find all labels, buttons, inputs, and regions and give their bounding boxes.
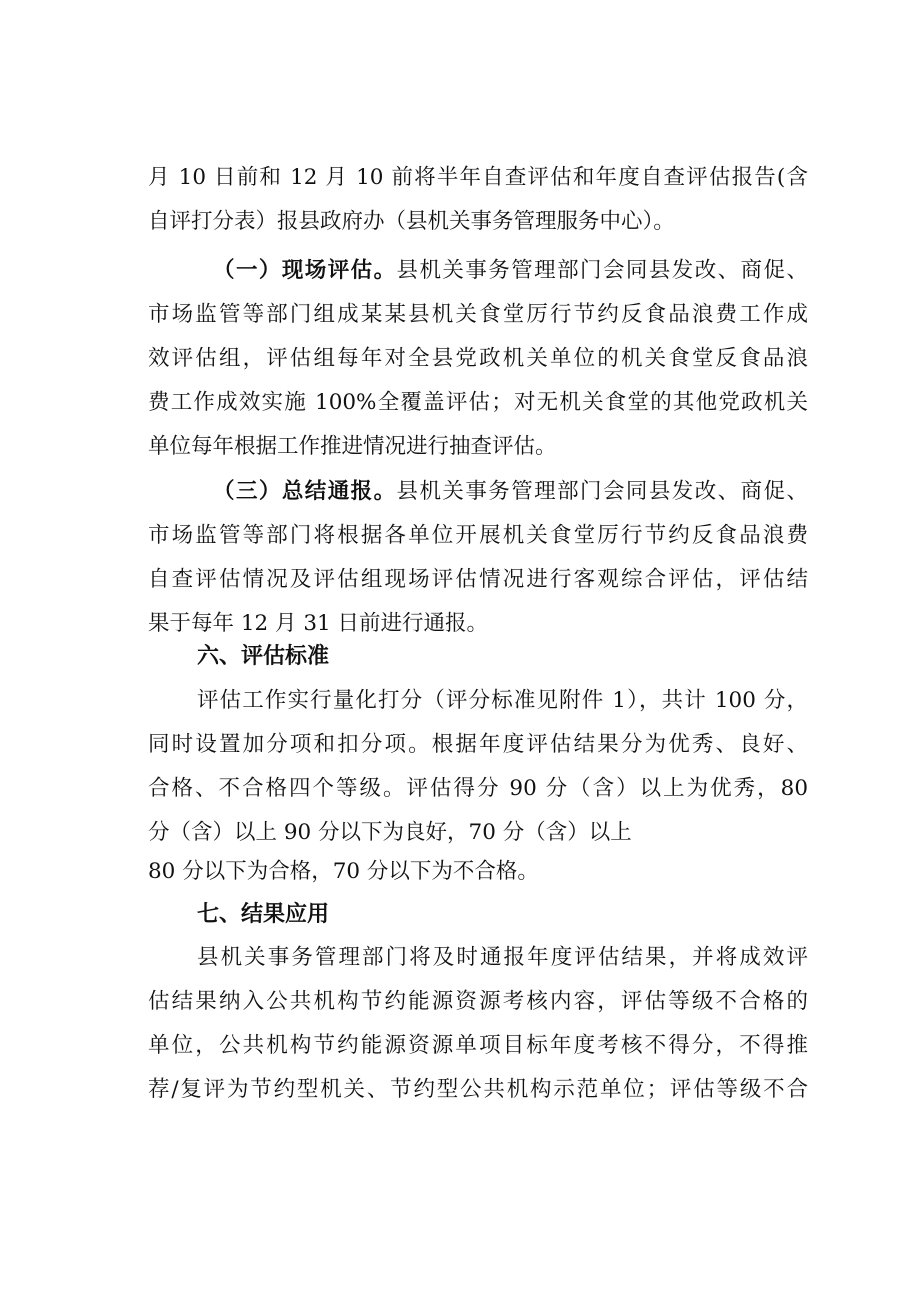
paragraph-line: 荐/复评为节约型机关、节约型公共机构示范单位；评估等级不合 — [148, 1077, 808, 1102]
paragraph-line: 自评打分表）报县政府办（县机关事务管理服务中心）。 — [148, 209, 675, 234]
paragraph-line: 市场监管等部门组成某某县机关食堂厉行节约反食品浪费工作成 — [148, 302, 808, 327]
section-lead: （三）总结通报。 — [213, 479, 397, 504]
paragraph-line: 效评估组，评估组每年对全县党政机关单位的机关食堂反食品浪 — [148, 346, 808, 371]
paragraph-line: 合格、不合格四个等级。评估得分 90 分（含）以上为优秀，80 — [148, 776, 808, 801]
paragraph-line: 评估工作实行量化打分（评分标准见附件 1），共计 100 分， — [197, 688, 808, 713]
section-lead: （一）现场评估。 — [213, 258, 397, 283]
paragraph-line: 80 分以下为合格，70 分以下为不合格。 — [148, 859, 539, 884]
paragraph-line: 同时设置加分项和扣分项。根据年度评估结果分为优秀、良好、 — [148, 732, 808, 757]
paragraph-line: 费工作成效实施 100%全覆盖评估；对无机关食堂的其他党政机关 — [148, 390, 808, 415]
paragraph-line: 分（含）以上 90 分以下为良好，70 分（含）以上 — [148, 820, 632, 845]
paragraph-text: 县机关事务管理部门会同县发改、商促、 — [396, 258, 808, 283]
section-heading: 六、评估标准 — [197, 644, 330, 669]
paragraph-line: 果于每年 12 月 31 日前进行通报。 — [148, 611, 489, 636]
paragraph-line: 单位每年根据工作推进情况进行抽查评估。 — [148, 434, 557, 459]
paragraph-line — [213, 249, 808, 293]
paragraph-line: 估结果纳入公共机构节约能源资源考核内容，评估等级不合格的 — [148, 989, 808, 1014]
paragraph-line: 月 10 日前和 12 月 10 前将半年自查评估和年度自查评估报告(含 — [148, 165, 808, 190]
paragraph-text: 县机关事务管理部门会同县发改、商促、 — [396, 479, 808, 504]
paragraph-line: 市场监管等部门将根据各单位开展机关食堂厉行节约反食品浪费 — [148, 523, 808, 548]
section-heading: 七、结果应用 — [197, 902, 330, 927]
paragraph-line: 县机关事务管理部门将及时通报年度评估结果，并将成效评 — [197, 945, 808, 970]
paragraph-line: 自查评估情况及评估组现场评估情况进行客观综合评估，评估结 — [148, 567, 808, 592]
paragraph-line: 单位，公共机构节约能源资源单项目标年度考核不得分，不得推 — [148, 1033, 808, 1058]
paragraph-line — [213, 470, 808, 514]
